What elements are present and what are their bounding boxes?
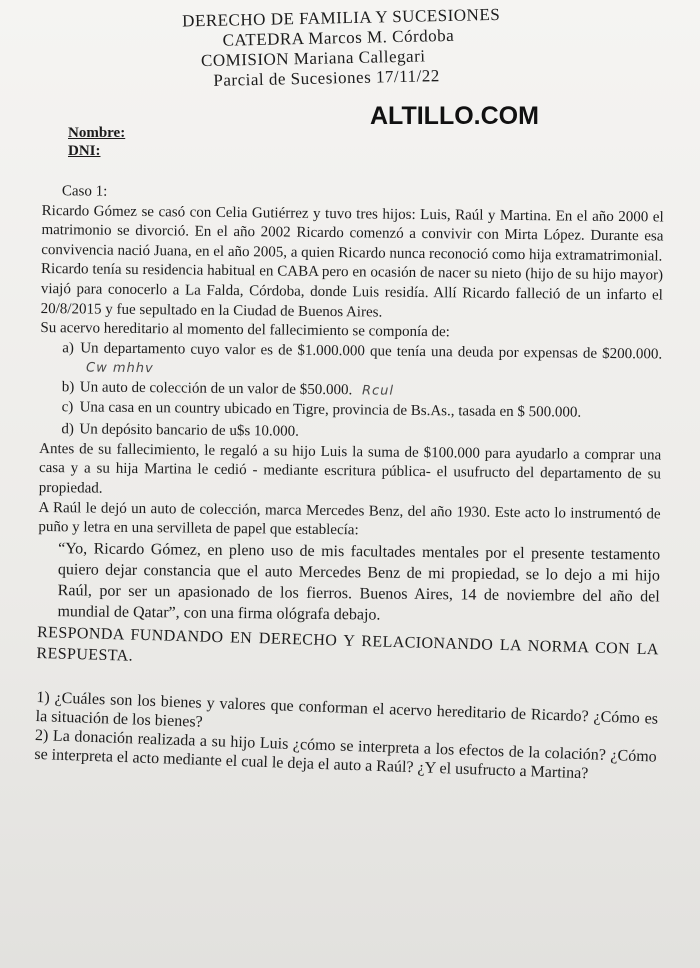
exam-title: Parcial de Sucesiones 17/11/22 bbox=[213, 66, 440, 90]
case-paragraph-4: Antes de su fallecimiento, le regaló a su hijo Luis la suma de $100.000 para ayudarlo a comprar una casa y a su hija Martina le cedió - mediante escritura pública- el usufructo del departamento de su propiedad. bbox=[38, 440, 662, 497]
item-label: a) bbox=[62, 339, 75, 357]
case-paragraph-5: A Raúl le dejó un auto de colección, marca Mercedes Benz, del año 1930. Este acto lo instrumentó de puño y letra en una servilleta de papel que establecía: bbox=[38, 499, 661, 539]
instruction-heading: RESPONDA FUNDANDO EN DERECHO Y RELACIONANDO LA NORMA CON LA RESPUESTA. bbox=[36, 623, 660, 665]
case-title: Caso 1: bbox=[61, 183, 108, 200]
watermark-logo: ALTILLO.COM bbox=[370, 102, 539, 130]
questions-list bbox=[34, 688, 658, 786]
estate-item-a bbox=[40, 339, 662, 385]
item-label: b) bbox=[61, 379, 75, 396]
case-paragraph-2: Ricardo tenía su residencia habitual en CABA pero en ocasión de nacer su nieto (hijo de su hijo mayor) viajó para conocerlo a La Falda, Córdoba, donde Luis residía. Allí Ricardo falleció de un infarto el 20/8/2015 y fue sepultado en la Ciudad de Buenos Aires. bbox=[40, 261, 664, 321]
question-1: 1) ¿Cuáles son los bienes y valores que conforman el acervo hereditario de Ricardo? ¿Cómo es la situación de los bienes? bbox=[35, 688, 659, 731]
case-paragraph-1: Ricardo Gómez se casó con Celia Gutiérrez y tuvo tres hijos: Luis, Raúl y Martina. En el año 2000 el matrimonio se divorció. En el año 2002 Ricardo comenzó a convivir con Mirta López. Durante esa convivencia nació Juana, en el año 2005, a quien Ricardo nunca reconoció como hija extramatrimonial. bbox=[41, 202, 664, 265]
item-text: Un departamento cuyo valor es de $1.000.000 que tenía una deuda por expensas de $200.000. bbox=[80, 340, 663, 363]
item-text: Un auto de colección de un valor de $50.000. bbox=[79, 379, 353, 399]
course-title: DERECHO DE FAMILIA Y SUCESIONES bbox=[181, 4, 501, 31]
item-text: Un depósito bancario de u$s 10.000. bbox=[79, 421, 300, 440]
handwritten-note: Cw mhhv bbox=[85, 360, 154, 377]
case-paragraph-3: Su acervo hereditario al momento del fallecimiento se componía de: bbox=[40, 320, 450, 341]
nombre-label: Nombre: bbox=[68, 125, 126, 141]
chair-name: CATEDRA Marcos M. Córdoba bbox=[222, 25, 455, 50]
item-label: c) bbox=[61, 398, 74, 415]
student-fields bbox=[68, 124, 125, 160]
handwritten-note: Rcul bbox=[361, 383, 395, 399]
item-label: d) bbox=[61, 421, 74, 438]
case-body bbox=[34, 182, 664, 782]
commission-name: COMISION Mariana Callegari bbox=[200, 46, 426, 71]
question-2: 2) La donación realizada a su hijo Luis ¿cómo se interpreta a los efectos de la colación? ¿Cómo se interpreta el acto mediante el cual le deja el auto a Raúl? ¿Y el usufructo a Martina? bbox=[34, 726, 657, 782]
dni-label: DNI: bbox=[68, 143, 101, 159]
exam-header bbox=[160, 4, 562, 92]
estate-list bbox=[39, 339, 662, 446]
item-text: Una casa en un country ubicado en Tigre, provincia de Bs.As., tasada en $ 500.000. bbox=[79, 398, 582, 421]
testament-quote: “Yo, Ricardo Gómez, en pleno uso de mis facultades mentales por el presente testamento quiero dejar constancia que el auto Mercedes Benz de mi propiedad, se lo dejo a mi hijo Raúl, por ser un apasionado de los fierros. Buenos Aires, 14 de noviembre del año del mundial de Qatar”, con una firma ológrafa debajo. bbox=[57, 539, 661, 624]
